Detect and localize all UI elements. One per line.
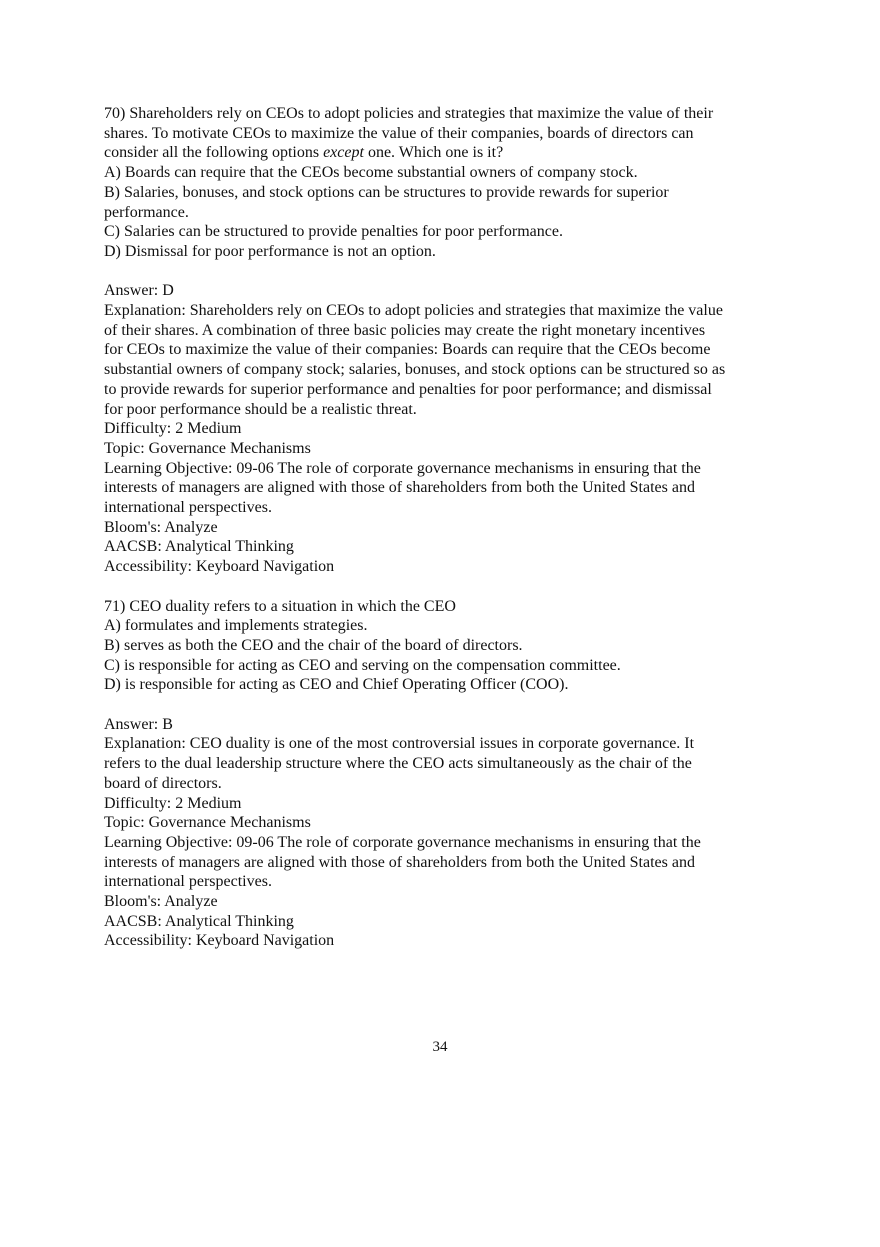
explanation-line: of their shares. A combination of three basic policies may create the right monetary incentives [104,321,706,339]
stem-line: shares. To motivate CEOs to maximize the value of their companies, boards of directors can [104,124,694,142]
answer-options [104,616,784,695]
option-d: D) is responsible for acting as CEO and Chief Operating Officer (COO). [104,676,569,694]
difficulty: Difficulty: 2 Medium [104,420,242,438]
option-b: B) serves as both the CEO and the chair of the board of directors. [104,636,523,654]
option-b: B) Salaries, bonuses, and stock options can be structures to provide rewards for superior [104,183,669,201]
aacsb-tag: AACSB: Analytical Thinking [104,912,294,930]
page-number: 34 [432,1039,448,1055]
question-stem [104,104,784,163]
blooms-level: Bloom's: Analyze [104,893,218,911]
answer-key: Answer: B [104,715,173,733]
blooms-level: Bloom's: Analyze [104,518,218,536]
stem-line [104,143,784,163]
option-b-continued: performance. [104,203,189,221]
option-c: C) Salaries can be structured to provide penalties for poor performance. [104,223,563,241]
learning-objective-line: international perspectives. [104,873,272,891]
spacer [104,577,784,597]
option-d: D) Dismissal for poor performance is not an option. [104,242,436,260]
question-70 [104,104,784,577]
explanation-line: substantial owners of company stock; salaries, bonuses, and stock options can be structured so as [104,361,726,379]
question-stem: 71) CEO duality refers to a situation in which the CEO [104,597,456,615]
learning-objective-line: international perspectives. [104,499,272,517]
answer-options [104,163,784,262]
learning-objective-line: Learning Objective: 09-06 The role of corporate governance mechanisms in ensuring that the [104,459,701,477]
explanation [104,734,784,793]
stem-text: one. Which one is it? [363,144,504,162]
learning-objective-line: interests of managers are aligned with those of shareholders from both the United States and [104,479,695,497]
learning-objective-line: interests of managers are aligned with those of shareholders from both the United States and [104,853,695,871]
answer-key: Answer: D [104,282,174,300]
stem-emphasis: except [323,144,364,162]
learning-objective [104,833,784,892]
explanation-line: Explanation: CEO duality is one of the most controversial issues in corporate governance. It [104,735,695,753]
stem-line: 70) Shareholders rely on CEOs to adopt policies and strategies that maximize the value of their [104,105,714,122]
option-a: A) formulates and implements strategies. [104,617,368,635]
learning-objective [104,459,784,518]
accessibility-tag: Accessibility: Keyboard Navigation [104,932,335,950]
explanation [104,301,784,419]
option-a: A) Boards can require that the CEOs become substantial owners of company stock. [104,164,638,182]
explanation-line: board of directors. [104,774,222,792]
explanation-line: Explanation: Shareholders rely on CEOs to adopt policies and strategies that maximize the value [104,302,723,320]
question-71 [104,597,784,952]
spacer [104,695,784,715]
explanation-line: for poor performance should be a realistic threat. [104,400,417,418]
explanation-line: for CEOs to maximize the value of their companies: Boards can require that the CEOs become [104,341,711,359]
topic: Topic: Governance Mechanisms [104,439,311,457]
spacer [104,262,784,282]
difficulty: Difficulty: 2 Medium [104,794,242,812]
stem-text: consider all the following options [104,144,324,162]
topic: Topic: Governance Mechanisms [104,814,311,832]
page-content [104,104,784,951]
explanation-line: to provide rewards for superior performance and penalties for poor performance; and dismissal [104,380,712,398]
option-c: C) is responsible for acting as CEO and serving on the compensation committee. [104,656,621,674]
aacsb-tag: AACSB: Analytical Thinking [104,538,294,556]
learning-objective-line: Learning Objective: 09-06 The role of corporate governance mechanisms in ensuring that the [104,833,701,851]
explanation-line: refers to the dual leadership structure where the CEO acts simultaneously as the chair of the [104,755,692,773]
accessibility-tag: Accessibility: Keyboard Navigation [104,558,335,576]
